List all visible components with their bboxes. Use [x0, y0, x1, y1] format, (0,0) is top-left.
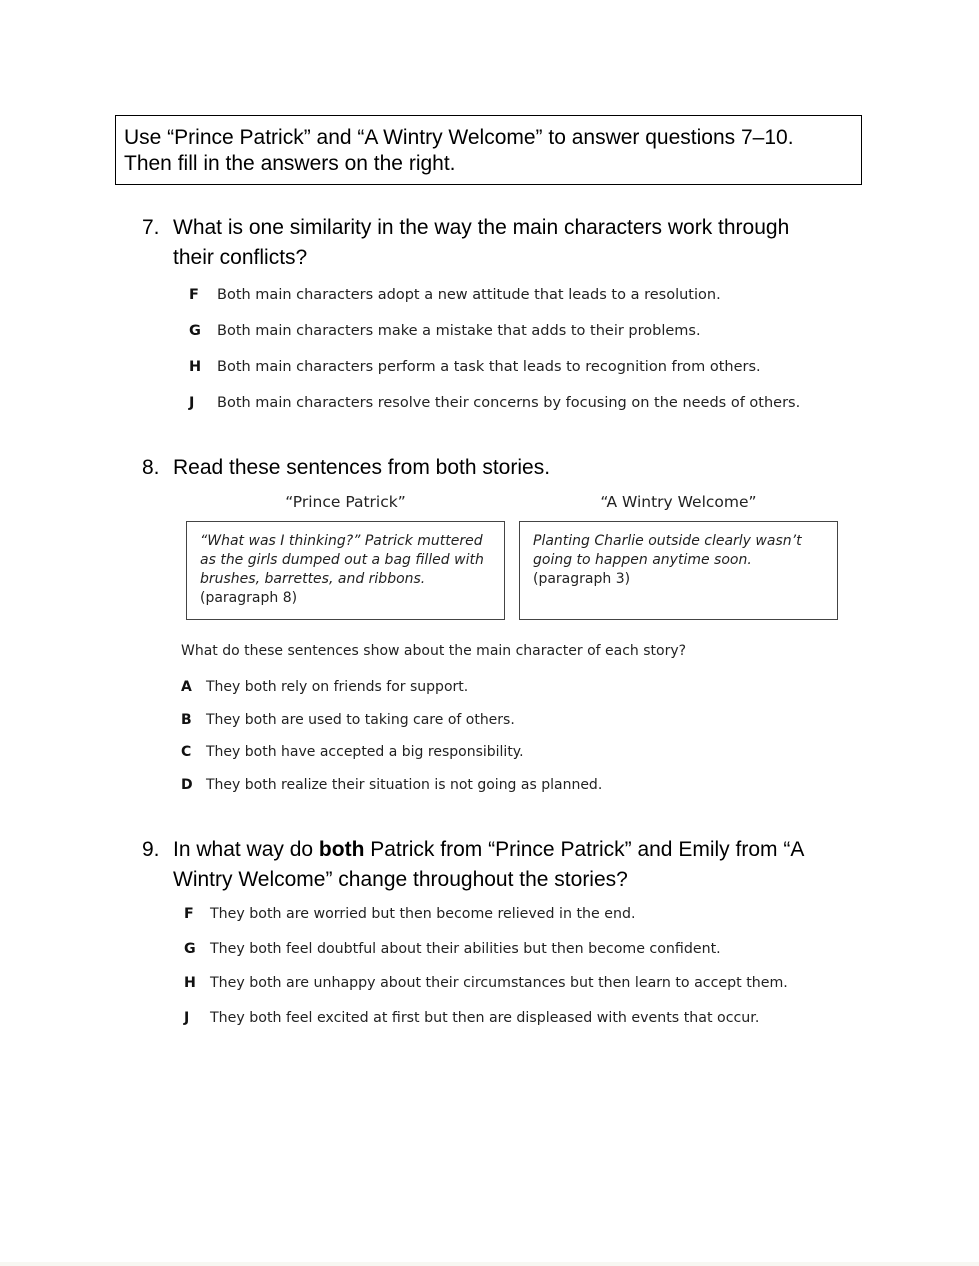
question-7-number: 7.	[142, 216, 160, 239]
question-9-text-line-2: Wintry Welcome” change throughout the stories?	[173, 868, 628, 891]
choice-text: Both main characters resolve their concerns by focusing on the needs of others.	[217, 395, 801, 411]
question-8	[142, 453, 862, 483]
question-9-text	[173, 835, 862, 895]
choice-8-b[interactable]	[181, 712, 515, 728]
question-8-number: 8.	[142, 456, 160, 479]
choice-text: They both realize their situation is not going as planned.	[206, 777, 603, 793]
left-quote-citation: (paragraph 8)	[200, 590, 298, 606]
question-9-text-after: Patrick from “Prince Patrick” and Emily from “A	[364, 838, 805, 861]
question-7-text	[173, 213, 862, 273]
right-quote-text: Planting Charlie outside clearly wasn’t going to happen anytime soon.	[533, 533, 802, 568]
choice-9-h[interactable]	[184, 975, 788, 991]
question-7-text-line-1: What is one similarity in the way the main characters work through	[173, 216, 790, 239]
choice-letter: C	[181, 744, 192, 760]
choice-9-f[interactable]	[184, 906, 636, 922]
choice-letter: J	[189, 395, 195, 411]
choice-letter: J	[184, 1010, 190, 1026]
instructions-box	[115, 115, 862, 185]
choice-7-f[interactable]	[189, 287, 721, 303]
choice-text: They both are unhappy about their circumstances but then learn to accept them.	[210, 975, 788, 991]
question-7	[142, 213, 862, 273]
left-quote-box	[186, 521, 505, 620]
left-quote-text: “What was I thinking?” Patrick muttered as the girls dumped out a bag filled with brushes, barrettes, and ribbons.	[200, 533, 484, 587]
choice-letter: F	[189, 287, 199, 303]
question-9-text-before: In what way do	[173, 838, 319, 861]
choice-7-j[interactable]	[189, 395, 800, 411]
choice-letter: F	[184, 906, 194, 922]
question-9-text-bold: both	[318, 838, 365, 861]
choice-text: Both main characters adopt a new attitude that leads to a resolution.	[217, 287, 721, 303]
choice-letter: H	[189, 359, 202, 375]
question-7-text-line-2: their conflicts?	[173, 246, 308, 269]
choice-text: They both have accepted a big responsibility.	[206, 744, 524, 760]
choice-text: They both rely on friends for support.	[206, 679, 469, 695]
choice-9-j[interactable]	[184, 1010, 759, 1026]
choice-letter: A	[181, 679, 192, 695]
choice-letter: G	[184, 941, 196, 957]
choice-letter: B	[181, 712, 192, 728]
choice-8-c[interactable]	[181, 744, 524, 760]
choice-7-g[interactable]	[189, 323, 701, 339]
choice-8-d[interactable]	[181, 777, 602, 793]
page-bottom-edge	[0, 1262, 979, 1266]
choice-letter: D	[181, 777, 193, 793]
choice-7-h[interactable]	[189, 359, 761, 375]
left-column-title: “Prince Patrick”	[285, 493, 406, 511]
question-9-number: 9.	[142, 838, 160, 861]
choice-text: They both are used to taking care of others.	[206, 712, 515, 728]
right-quote-box	[519, 521, 838, 620]
right-column-title: “A Wintry Welcome”	[600, 493, 757, 511]
question-8-prompt: What do these sentences show about the main character of each story?	[181, 643, 687, 659]
choice-letter: G	[189, 323, 201, 339]
choice-text: Both main characters make a mistake that adds to their problems.	[217, 323, 701, 339]
question-8-text: Read these sentences from both stories.	[173, 456, 551, 479]
choice-text: They both are worried but then become relieved in the end.	[210, 906, 636, 922]
instructions-line-2: Then fill in the answers on the right.	[124, 152, 456, 175]
choice-text: Both main characters perform a task that leads to recognition from others.	[217, 359, 761, 375]
choice-text: They both feel excited at first but then are displeased with events that occur.	[210, 1010, 760, 1026]
choice-text: They both feel doubtful about their abilities but then become confident.	[210, 941, 721, 957]
choice-8-a[interactable]	[181, 679, 468, 695]
choice-letter: H	[184, 975, 196, 991]
right-quote-citation: (paragraph 3)	[533, 571, 631, 587]
question-9	[142, 835, 862, 895]
instructions-line-1: Use “Prince Patrick” and “A Wintry Welcome” to answer questions 7–10.	[124, 126, 794, 149]
choice-9-g[interactable]	[184, 941, 721, 957]
